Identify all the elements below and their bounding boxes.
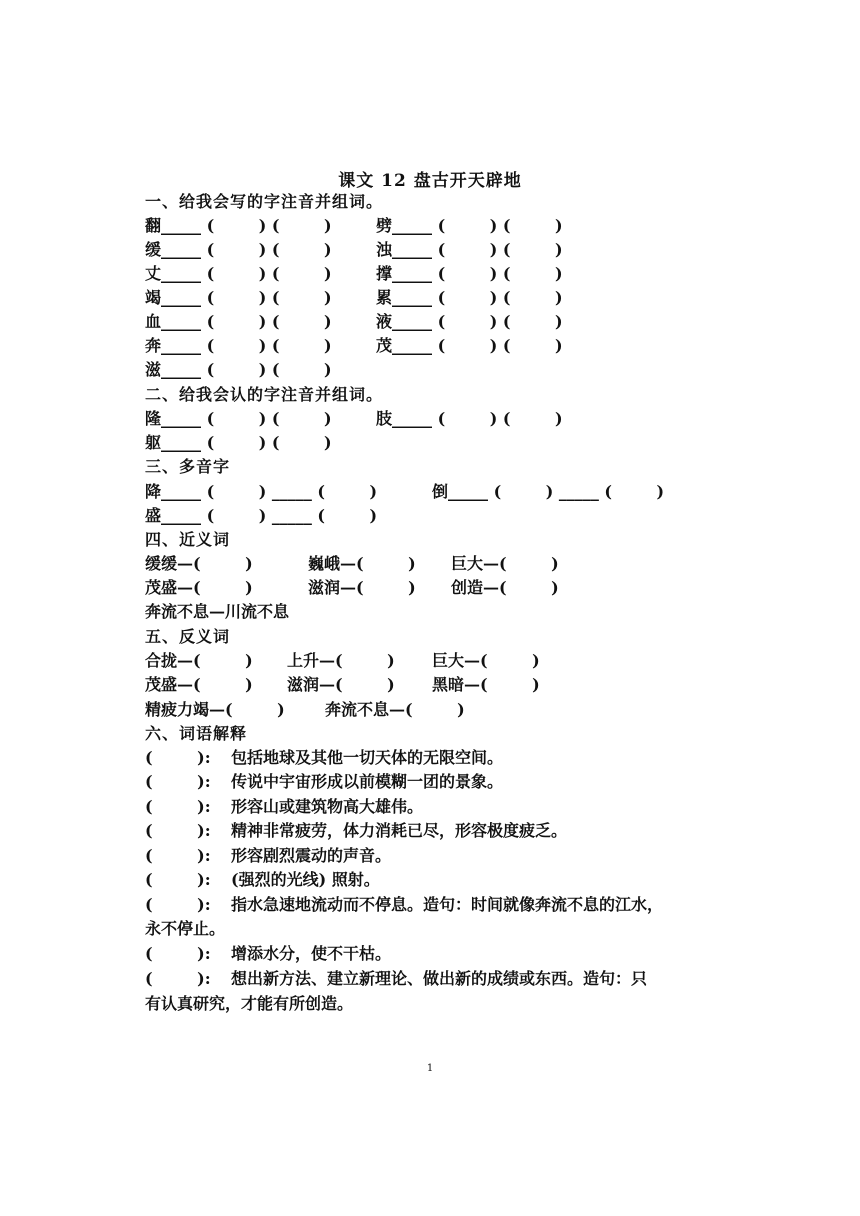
s4-item: 巨大—( ) xyxy=(451,554,559,573)
s5-item: 合拢—( ) xyxy=(145,651,253,670)
answer-blank: ( ): xyxy=(145,772,211,791)
s3-item: 降_____ ( ) _____ ( ) xyxy=(145,482,378,501)
s1-item: 累_____ ( ) ( ) xyxy=(376,288,563,307)
s4-item: 创造—( ) xyxy=(451,578,559,597)
definition-row xyxy=(145,869,380,891)
s4-row xyxy=(145,553,559,575)
s1-item: 浊_____ ( ) ( ) xyxy=(376,240,563,259)
answer-blank: ( ): xyxy=(145,748,211,767)
s1-row xyxy=(145,287,563,309)
s4-extra: 奔流不息—川流不息 xyxy=(145,602,290,621)
definition-continuation: 永不停止。 xyxy=(145,919,226,938)
answer-blank: ( ): xyxy=(145,797,211,816)
s1-row xyxy=(145,359,332,381)
s1-item: 丈_____ ( ) ( ) xyxy=(145,264,332,283)
definition-row xyxy=(145,796,424,818)
s5-item: 上升—( ) xyxy=(287,651,395,670)
section-4-heading: 四、近义词 xyxy=(145,530,231,549)
s1-row xyxy=(145,335,563,357)
definition-text: (强烈的光线) 照射。 xyxy=(231,870,380,889)
definition-text: 形容剧烈震动的声音。 xyxy=(231,846,392,865)
s5-item: 精疲力竭—( ) xyxy=(145,700,285,719)
section-5-heading: 五、反义词 xyxy=(145,627,231,646)
definition-text: 指水急速地流动而不停息。造句：时间就像奔流不息的江水， xyxy=(231,895,664,914)
s1-item: 血_____ ( ) ( ) xyxy=(145,312,332,331)
definition-text: 包括地球及其他一切天体的无限空间。 xyxy=(231,748,504,767)
definition-row xyxy=(145,968,648,990)
s4-item: 缓缓—( ) xyxy=(145,554,253,573)
definition-text: 想出新方法、建立新理论、做出新的成绩或东西。造句：只 xyxy=(231,969,648,988)
s1-row xyxy=(145,311,563,333)
answer-blank: ( ): xyxy=(145,846,211,865)
s1-item: 奔_____ ( ) ( ) xyxy=(145,336,332,355)
definition-text: 精神非常疲劳，体力消耗已尽，形容极度疲乏。 xyxy=(231,821,568,840)
section-6-heading: 六、词语解释 xyxy=(145,724,248,743)
s5-item: 奔流不息—( ) xyxy=(325,700,465,719)
s1-item: 液_____ ( ) ( ) xyxy=(376,312,563,331)
s2-row xyxy=(145,432,332,454)
definition-text: 增添水分，使不干枯。 xyxy=(231,944,392,963)
s1-item: 缓_____ ( ) ( ) xyxy=(145,240,332,259)
answer-blank: ( ): xyxy=(145,895,211,914)
section-3-heading: 三、多音字 xyxy=(145,457,231,476)
s5-item: 茂盛—( ) xyxy=(145,675,253,694)
definition-row xyxy=(145,771,504,793)
answer-blank: ( ): xyxy=(145,821,211,840)
s1-item: 茂_____ ( ) ( ) xyxy=(376,336,563,355)
s2-row xyxy=(145,408,563,430)
s1-item: 竭_____ ( ) ( ) xyxy=(145,288,332,307)
s5-item: 巨大—( ) xyxy=(432,651,540,670)
answer-blank: ( ): xyxy=(145,969,211,988)
definition-row xyxy=(145,943,392,965)
s5-row xyxy=(145,699,465,721)
definition-row xyxy=(145,820,568,842)
s2-item: 隆_____ ( ) ( ) xyxy=(145,409,332,428)
definition-row xyxy=(145,747,504,769)
s4-item: 茂盛—( ) xyxy=(145,578,253,597)
s1-row xyxy=(145,215,563,237)
definition-continuation: 有认真研究，才能有所创造。 xyxy=(145,994,354,1013)
section-2-heading: 二、给我会认的字注音并组词。 xyxy=(145,385,384,404)
s1-row xyxy=(145,239,563,261)
s3-row xyxy=(145,505,378,527)
s5-row xyxy=(145,650,540,672)
s4-item: 巍峨—( ) xyxy=(308,554,416,573)
s3-item: 盛_____ ( ) _____ ( ) xyxy=(145,506,378,525)
s5-item: 滋润—( ) xyxy=(287,675,395,694)
answer-blank: ( ): xyxy=(145,944,211,963)
page-title: 课文 12 盘古开天辟地 xyxy=(338,171,522,191)
s1-item: 劈_____ ( ) ( ) xyxy=(376,216,563,235)
s1-item: 撑_____ ( ) ( ) xyxy=(376,264,563,283)
s1-row xyxy=(145,263,563,285)
s4-row xyxy=(145,577,559,599)
s2-item: 肢_____ ( ) ( ) xyxy=(376,409,563,428)
page-number: 1 xyxy=(426,1063,434,1074)
answer-blank: ( ): xyxy=(145,870,211,889)
definition-row xyxy=(145,845,392,867)
definition-text: 传说中宇宙形成以前模糊一团的景象。 xyxy=(231,772,504,791)
s5-item: 黑暗—( ) xyxy=(432,675,540,694)
s5-row xyxy=(145,674,540,696)
s2-item: 躯_____ ( ) ( ) xyxy=(145,433,332,452)
section-1-heading: 一、给我会写的字注音并组词。 xyxy=(145,192,384,211)
definition-row xyxy=(145,894,664,916)
s1-item: 滋_____ ( ) ( ) xyxy=(145,360,332,379)
definition-text: 形容山或建筑物高大雄伟。 xyxy=(231,797,424,816)
s3-row xyxy=(145,481,665,503)
s4-item: 滋润—( ) xyxy=(308,578,416,597)
s3-item: 倒_____ ( ) _____ ( ) xyxy=(432,482,665,501)
s1-item: 翻_____ ( ) ( ) xyxy=(145,216,332,235)
